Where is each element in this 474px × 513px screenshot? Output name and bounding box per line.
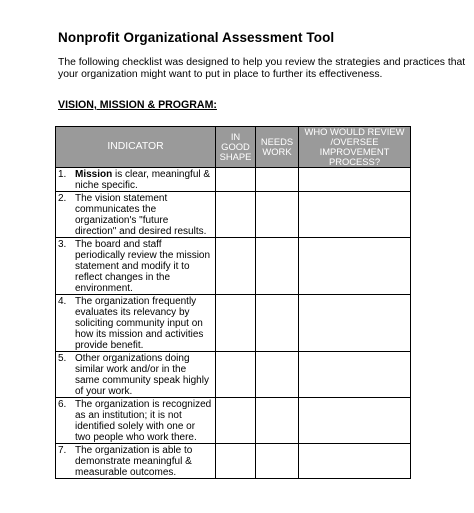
- needs-work-cell[interactable]: [256, 352, 299, 398]
- indicator-text: [75, 193, 213, 237]
- section-heading: VISION, MISSION & PROGRAM:: [58, 99, 217, 111]
- indicator-text: [75, 399, 213, 443]
- intro-line: your organization might want to put in place to further its effectiveness.: [58, 69, 383, 80]
- reviewer-cell[interactable]: [299, 352, 411, 398]
- good-shape-cell[interactable]: [216, 444, 256, 479]
- indicator-line: [75, 250, 213, 261]
- indicator-number: 4.: [58, 296, 67, 307]
- header-needs-work: [256, 127, 299, 168]
- table-header-row: [56, 127, 411, 168]
- indicator-line: [75, 283, 213, 294]
- indicator-line-text: The organization frequently: [75, 296, 197, 307]
- indicator-line-text: as an institution; it is not: [75, 410, 182, 421]
- indicator-line-text: of your work.: [75, 386, 133, 397]
- header-indicator: [56, 127, 216, 168]
- indicator-number: 2.: [58, 193, 67, 204]
- good-shape-cell[interactable]: [216, 238, 256, 295]
- table-row: [56, 295, 411, 352]
- indicator-lead: Mission: [75, 169, 113, 180]
- indicator-line-text: measurable outcomes.: [75, 467, 177, 478]
- needs-work-cell[interactable]: [256, 295, 299, 352]
- header-good-shape-line: IN: [230, 131, 241, 142]
- indicator-line: [75, 318, 213, 329]
- needs-work-cell[interactable]: [256, 444, 299, 479]
- reviewer-cell[interactable]: [299, 398, 411, 444]
- header-who-review: [299, 127, 411, 168]
- document-title: Nonprofit Organizational Assessment Tool: [58, 30, 335, 45]
- indicator-line: [75, 329, 213, 340]
- header-good-shape: [216, 127, 256, 168]
- indicator-line: [75, 261, 213, 272]
- needs-work-cell[interactable]: [256, 398, 299, 444]
- indicator-number: 3.: [58, 239, 67, 250]
- good-shape-cell[interactable]: [216, 352, 256, 398]
- indicator-cell: [56, 398, 216, 444]
- indicator-line-text: provide benefit.: [75, 340, 144, 351]
- indicator-line-text: communicates the: [75, 204, 157, 215]
- header-good-shape-line: GOOD: [221, 141, 250, 152]
- assessment-table: [55, 126, 411, 479]
- indicator-line: [75, 239, 213, 250]
- indicator-line-text: two people who work there.: [75, 432, 197, 443]
- reviewer-cell[interactable]: [299, 238, 411, 295]
- table-row: [56, 444, 411, 479]
- indicator-line: [75, 272, 213, 283]
- indicator-cell: [56, 444, 216, 479]
- reviewer-cell[interactable]: [299, 295, 411, 352]
- indicator-cell: [56, 352, 216, 398]
- header-needs-work-line: NEEDS: [260, 136, 294, 147]
- indicator-line-text: The vision statement: [75, 193, 168, 204]
- indicator-line-text: how its mission and activities: [75, 329, 204, 340]
- indicator-line-text: The organization is recognized: [75, 399, 212, 410]
- indicator-line: [75, 226, 213, 237]
- indicator-text: [75, 445, 213, 478]
- indicator-line: [75, 432, 213, 443]
- indicator-cell: [56, 192, 216, 238]
- indicator-line: [75, 399, 213, 410]
- table-row: [56, 352, 411, 398]
- indicator-line: [75, 204, 213, 215]
- indicator-line-text: same community speak highly: [75, 375, 209, 386]
- good-shape-cell[interactable]: [216, 168, 256, 192]
- table-row: [56, 192, 411, 238]
- indicator-line-text: organization's "future: [75, 215, 169, 226]
- indicator-line: [75, 296, 213, 307]
- header-who-review-line: WHO WOULD REVIEW: [304, 126, 405, 137]
- indicator-cell: [56, 295, 216, 352]
- indicator-line-text: soliciting community input on: [75, 318, 203, 329]
- indicator-number: 1.: [58, 169, 67, 180]
- indicator-line: [75, 340, 213, 351]
- good-shape-cell[interactable]: [216, 192, 256, 238]
- header-who-review-line: IMPROVEMENT: [319, 146, 390, 157]
- indicator-line: [75, 307, 213, 318]
- indicator-line: [75, 353, 213, 364]
- indicator-line-text: demonstrate meaningful &: [75, 456, 192, 467]
- indicator-text: [75, 296, 213, 351]
- indicator-text: [75, 353, 213, 397]
- indicator-cell: [56, 168, 216, 192]
- indicator-line: [75, 169, 213, 180]
- table-row: [56, 398, 411, 444]
- indicator-cell: [56, 238, 216, 295]
- intro-line: The following checklist was designed to help you review the strategies and practices that: [58, 57, 466, 68]
- header-good-shape-line: SHAPE: [219, 151, 252, 162]
- indicator-line: [75, 410, 213, 421]
- indicator-line-text: similar work and/or in the: [75, 364, 187, 375]
- indicator-line: [75, 193, 213, 204]
- indicator-line-text: environment.: [75, 283, 133, 294]
- indicator-line-text: periodically review the mission: [75, 250, 211, 261]
- header-needs-work-line: WORK: [262, 146, 292, 157]
- intro-paragraph: [58, 57, 468, 81]
- indicator-number: 5.: [58, 353, 67, 364]
- table-row: [56, 238, 411, 295]
- header-indicator-label: INDICATOR: [107, 141, 164, 152]
- good-shape-cell[interactable]: [216, 295, 256, 352]
- table-row: [56, 168, 411, 192]
- reviewer-cell[interactable]: [299, 444, 411, 479]
- reviewer-cell[interactable]: [299, 168, 411, 192]
- reviewer-cell[interactable]: [299, 192, 411, 238]
- indicator-line: [75, 180, 213, 191]
- indicator-line-text: niche specific.: [75, 180, 138, 191]
- indicator-line-text: Other organizations doing: [75, 353, 190, 364]
- indicator-line-text: is clear, meaningful &: [112, 169, 211, 180]
- indicator-line: [75, 421, 213, 432]
- indicator-line: [75, 215, 213, 226]
- indicator-line: [75, 364, 213, 375]
- indicator-line-text: statement and modify it to: [75, 261, 190, 272]
- needs-work-cell[interactable]: [256, 238, 299, 295]
- header-who-review-line: PROCESS?: [328, 156, 381, 167]
- indicator-line-text: The board and staff: [75, 239, 162, 250]
- indicator-line-text: reflect changes in the: [75, 272, 171, 283]
- indicator-text: [75, 239, 213, 294]
- indicator-line: [75, 375, 213, 386]
- indicator-line: [75, 456, 213, 467]
- indicator-line: [75, 386, 213, 397]
- needs-work-cell[interactable]: [256, 192, 299, 238]
- indicator-number: 7.: [58, 445, 67, 456]
- indicator-line-text: The organization is able to: [75, 445, 193, 456]
- indicator-line: [75, 467, 213, 478]
- indicator-number: 6.: [58, 399, 67, 410]
- indicator-line: [75, 445, 213, 456]
- indicator-text: [75, 169, 213, 191]
- header-who-review-line: /OVERSEE: [330, 136, 379, 147]
- indicator-line-text: direction" and desired results.: [75, 226, 207, 237]
- good-shape-cell[interactable]: [216, 398, 256, 444]
- needs-work-cell[interactable]: [256, 168, 299, 192]
- indicator-line-text: identified solely with one or: [75, 421, 196, 432]
- indicator-line-text: evaluates its relevancy by: [75, 307, 190, 318]
